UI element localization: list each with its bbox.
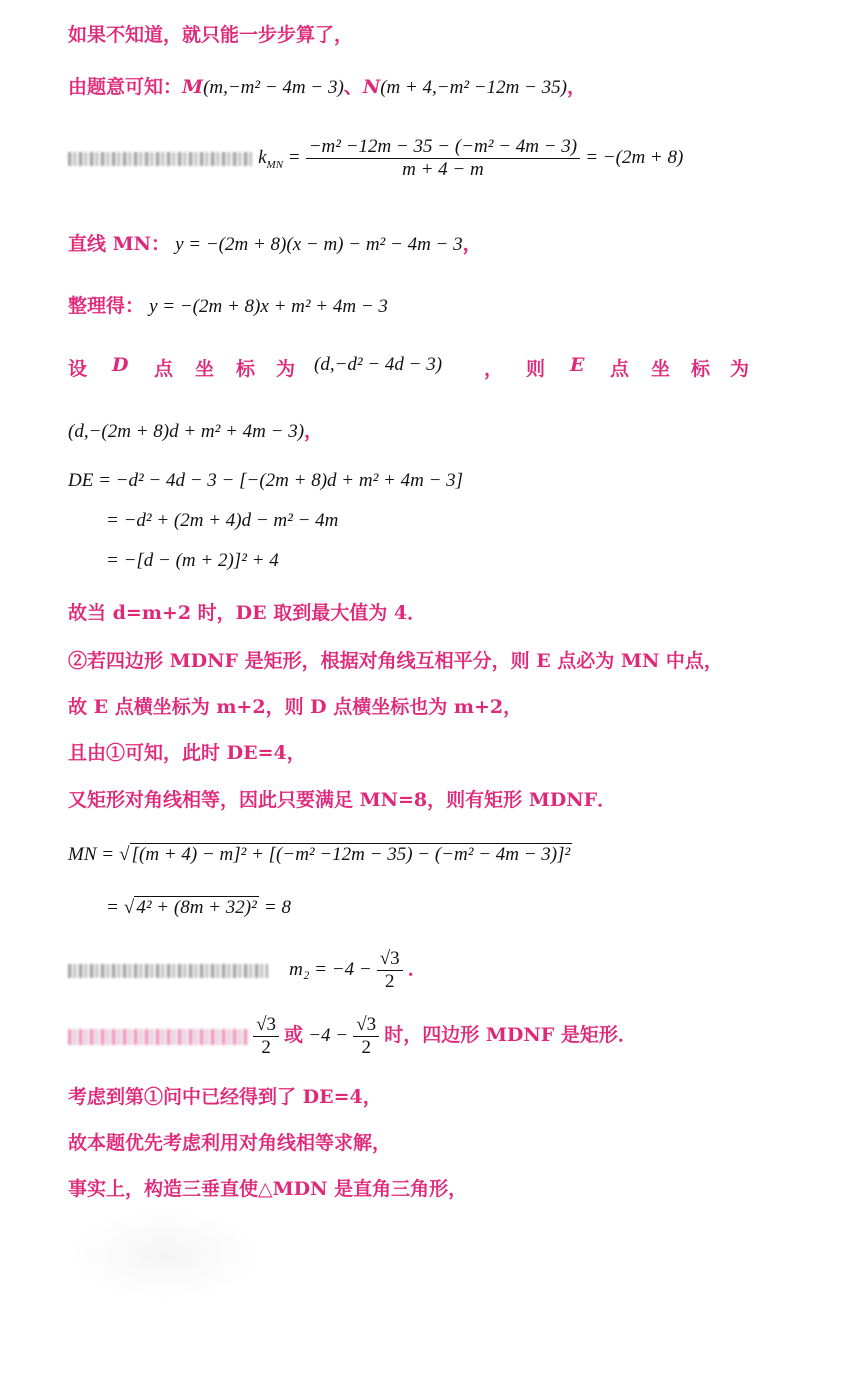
m2-fraction bbox=[377, 948, 403, 993]
text-line-17: 故本题优先考虑利用对角线相等求解， bbox=[68, 1132, 392, 1154]
l15-fraction-2 bbox=[353, 1014, 379, 1059]
text-line-15 bbox=[68, 1014, 637, 1059]
l6-tail-5: 标 bbox=[691, 358, 711, 380]
l6-word-3: 坐 bbox=[195, 358, 215, 380]
mn2-left: = bbox=[106, 897, 119, 918]
text-line-2 bbox=[68, 72, 586, 99]
de-derivation-1: DE = −d² − 4d − 3 − [−(2m + 8)d + m² + 4m − 3] bbox=[68, 470, 464, 491]
blurred-text-3 bbox=[68, 1029, 248, 1045]
text-line-4 bbox=[68, 229, 482, 256]
l15-num-2: √3 bbox=[353, 1014, 379, 1037]
m2-line bbox=[68, 948, 427, 993]
line5-prefix: 整理得： bbox=[68, 295, 145, 317]
faint-smudge bbox=[70, 1210, 260, 1300]
l15-tail: 时，四边形 MDNF 是矩形． bbox=[384, 1024, 637, 1046]
line2-sep: 、 bbox=[343, 76, 363, 98]
point-m-coords: (m,−m² − 4m − 3) bbox=[203, 77, 344, 98]
l6-word-1: D bbox=[112, 354, 129, 376]
m2-numerator: √3 bbox=[377, 948, 403, 971]
slope-result: = −(2m + 8) bbox=[585, 147, 684, 168]
m2-denominator: 2 bbox=[384, 971, 395, 992]
l15-fraction-1 bbox=[253, 1014, 279, 1059]
l6-tail-6: 为 bbox=[730, 358, 750, 380]
de-derivation-3: = −[d − (m + 2)]² + 4 bbox=[106, 550, 279, 571]
l6-word-0: 设 bbox=[68, 358, 88, 380]
l15-num-1: √3 bbox=[253, 1014, 279, 1037]
line7-expression: (d,−(2m + 8)d + m² + 4m − 3) bbox=[68, 421, 305, 442]
de-derivation-2: = −d² + (2m + 4)d − m² − 4m bbox=[106, 510, 339, 531]
text-line-10: 故 E 点横坐标为 m+2，则 D 点横坐标也为 m+2， bbox=[68, 696, 523, 718]
line4-expression: y = −(2m + 8)(x − m) − m² − 4m − 3 bbox=[175, 234, 463, 255]
l6-tail-2: E bbox=[570, 354, 585, 376]
line4-end: ， bbox=[462, 233, 482, 255]
point-m-label: M bbox=[182, 76, 204, 98]
l6-tail-3: 点 bbox=[610, 358, 630, 380]
slope-line bbox=[68, 136, 683, 181]
mn1-radicand: [(m + 4) − m]² + [(−m² −12m − 35) − (−m² − 4m − 3)]² bbox=[131, 844, 571, 865]
mn-formula-2 bbox=[106, 896, 291, 919]
point-n-coords: (m + 4,−m² −12m − 35) bbox=[380, 77, 567, 98]
mn2-radicand: 4² + (8m + 32)² bbox=[136, 897, 257, 918]
mn1-left: MN = bbox=[68, 844, 115, 865]
slope-numerator: −m² −12m − 35 − (−m² − 4m − 3) bbox=[306, 136, 580, 159]
text-line-11: 且由①可知，此时 DE=4， bbox=[68, 742, 306, 764]
l6-tail-0: ， bbox=[484, 358, 504, 380]
text-line-1: 如果不知道，就只能一步步算了， bbox=[68, 24, 354, 46]
l15-den-1: 2 bbox=[261, 1037, 271, 1058]
line4-prefix: 直线 MN： bbox=[68, 233, 171, 255]
text-line-9: ②若四边形 MDNF 是矩形，根据对角线互相平分，则 E 点必为 MN 中点， bbox=[68, 650, 723, 672]
line7-end: ， bbox=[304, 420, 324, 442]
sqrt-sign-1: √ bbox=[119, 844, 130, 865]
text-line-8: 故当 d=m+2 时，DE 取到最大值为 4． bbox=[68, 602, 427, 624]
l6-tail-4: 坐 bbox=[651, 358, 671, 380]
text-line-5 bbox=[68, 291, 388, 318]
text-line-12: 又矩形对角线相等，因此只要满足 MN=8，则有矩形 MDNF． bbox=[68, 789, 617, 811]
sqrt-sign-2: √ bbox=[123, 897, 135, 918]
slope-fraction bbox=[306, 136, 580, 181]
m2-end: ． bbox=[407, 958, 427, 980]
l6-word-5: 为 bbox=[276, 358, 296, 380]
line5-expression: y = −(2m + 8)x + m² + 4m − 3 bbox=[149, 296, 388, 317]
l6-expression: (d,−d² − 4d − 3) bbox=[314, 354, 443, 375]
l15-mid: 或 bbox=[284, 1024, 304, 1046]
text-line-16: 考虑到第①问中已经得到了 DE=4， bbox=[68, 1086, 382, 1108]
point-n-label: N bbox=[362, 76, 381, 98]
l6-tail-1: 则 bbox=[526, 358, 546, 380]
l15-den-2: 2 bbox=[361, 1037, 371, 1058]
line2-prefix: 由题意可知： bbox=[68, 76, 183, 98]
text-line-7 bbox=[68, 416, 323, 443]
blurred-text-2 bbox=[68, 964, 268, 978]
l6-word-2: 点 bbox=[154, 358, 174, 380]
line2-end: ， bbox=[567, 76, 587, 98]
m2-left: m₂ = −4 − bbox=[289, 959, 372, 980]
blurred-text-1 bbox=[68, 152, 253, 166]
mn2-right: = 8 bbox=[263, 897, 291, 918]
l15-expression: −4 − bbox=[308, 1025, 349, 1046]
l6-word-4: 标 bbox=[236, 358, 256, 380]
text-line-18: 事实上，构造三垂直使△MDN 是直角三角形， bbox=[68, 1178, 468, 1200]
slope-label: $k_{MN}$ = bbox=[258, 147, 301, 171]
mn-formula-1 bbox=[68, 843, 572, 866]
slope-denominator: m + 4 − m bbox=[402, 159, 484, 180]
